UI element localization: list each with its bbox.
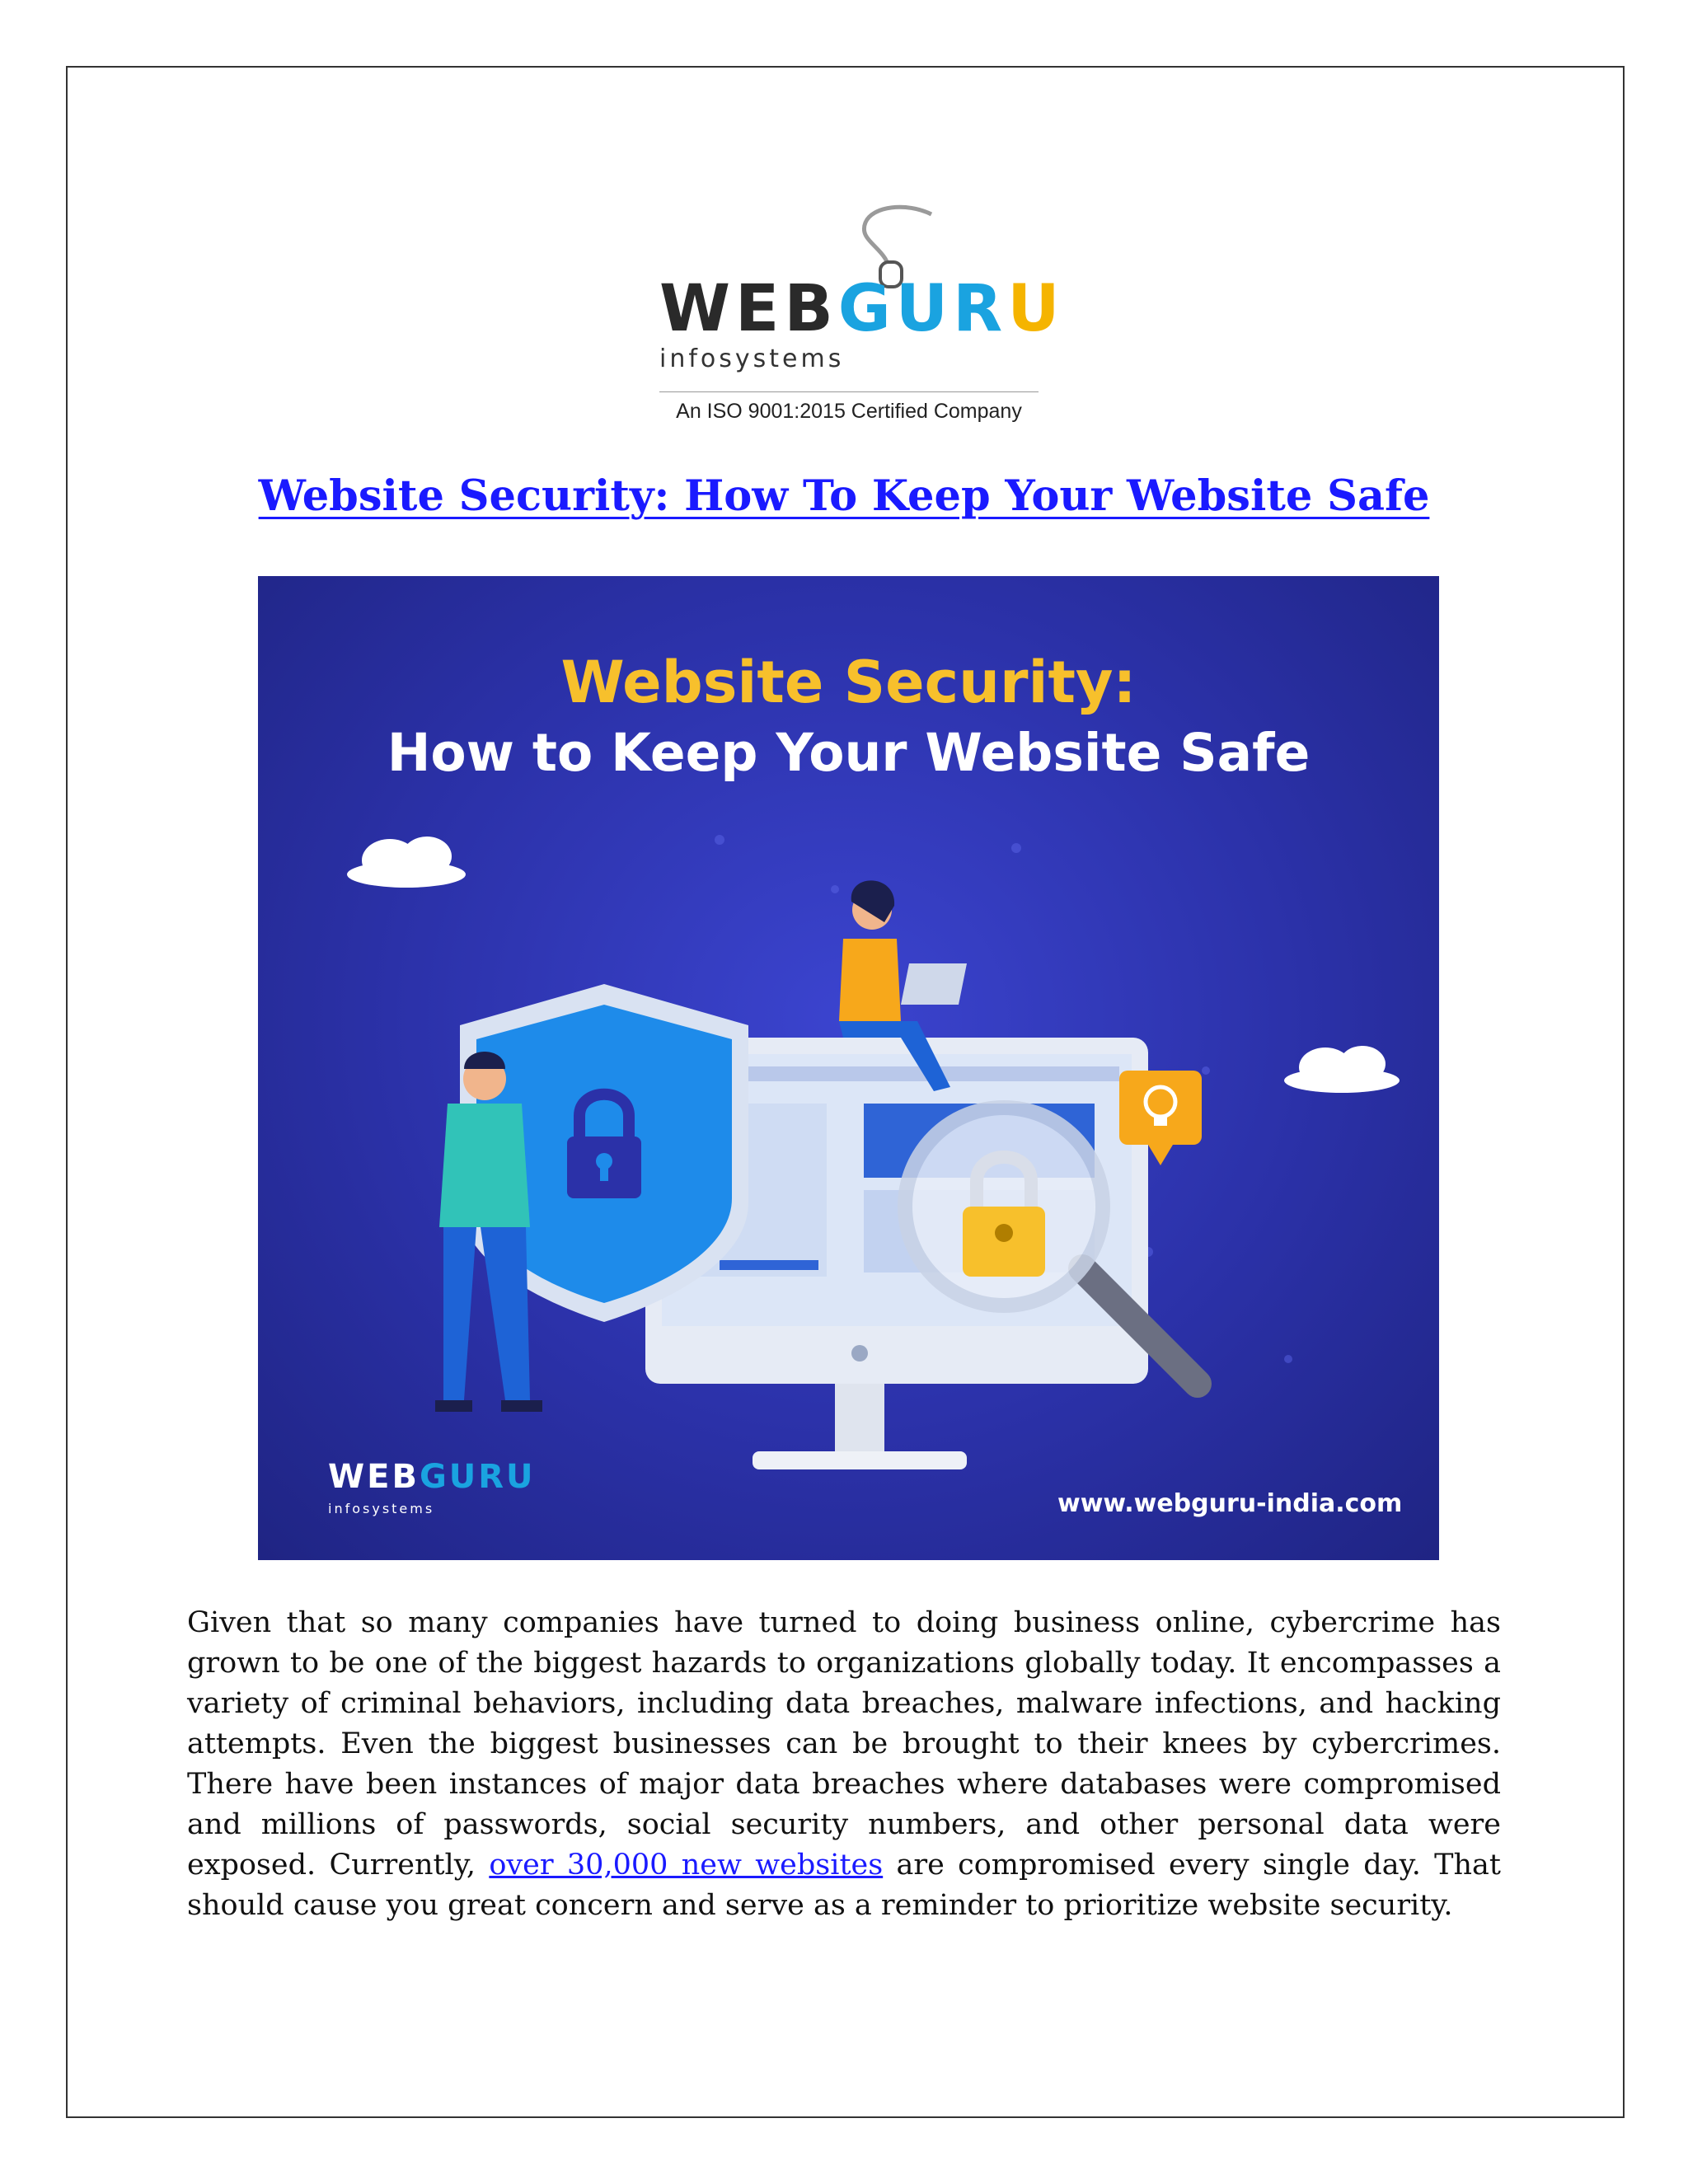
logo-divider: [659, 391, 1039, 392]
hero-logo-wordmark: [328, 1458, 536, 1496]
company-logo: [651, 198, 1065, 437]
logo-subtitle: infosystems: [659, 344, 845, 373]
hero-logo-guru: GURU: [419, 1458, 536, 1496]
paragraph-text-1: Given that so many companies have turned to doing business online, cybercrime has grown to be one of the biggest hazards to organizations globally today. It encompasses a variety of criminal behaviors, including data breaches, malware infections, and hacking attempts. Even the biggest businesses can be brought to their knees by cybercrimes. There have been instances of major data breaches where databases were compromised and millions of passwords, social security numbers, and other personal data were exposed. Currently,: [187, 1606, 1501, 1882]
hero-headline-2: How to Keep Your Website Safe: [387, 723, 1311, 783]
hero-logo-subtitle: infosystems: [328, 1501, 435, 1516]
hero-logo-web: WEB: [328, 1458, 420, 1496]
logo-guru-text: GUR: [837, 272, 1008, 346]
page-title-link[interactable]: Website Security: How To Keep Your Website Safe: [258, 471, 1430, 521]
hero-image: [258, 576, 1439, 1560]
hero-logo: [328, 1425, 542, 1524]
paragraph-text-2: are compromised every single day. That should cause you great concern and serve as a reminder to prioritize website security.: [187, 1849, 1501, 1922]
intro-paragraph: [187, 1603, 1501, 1926]
logo-wordmark: [659, 272, 1065, 346]
hero-url: www.webguru-india.com: [1057, 1489, 1403, 1518]
logo-u-text: U: [1007, 272, 1065, 346]
iso-certification: An ISO 9001:2015 Certified Company: [676, 400, 1022, 423]
hero-headline-1: Website Security:: [560, 649, 1137, 716]
logo-web-text: WEB: [659, 272, 838, 346]
stats-link[interactable]: over 30,000 new websites: [489, 1849, 884, 1882]
